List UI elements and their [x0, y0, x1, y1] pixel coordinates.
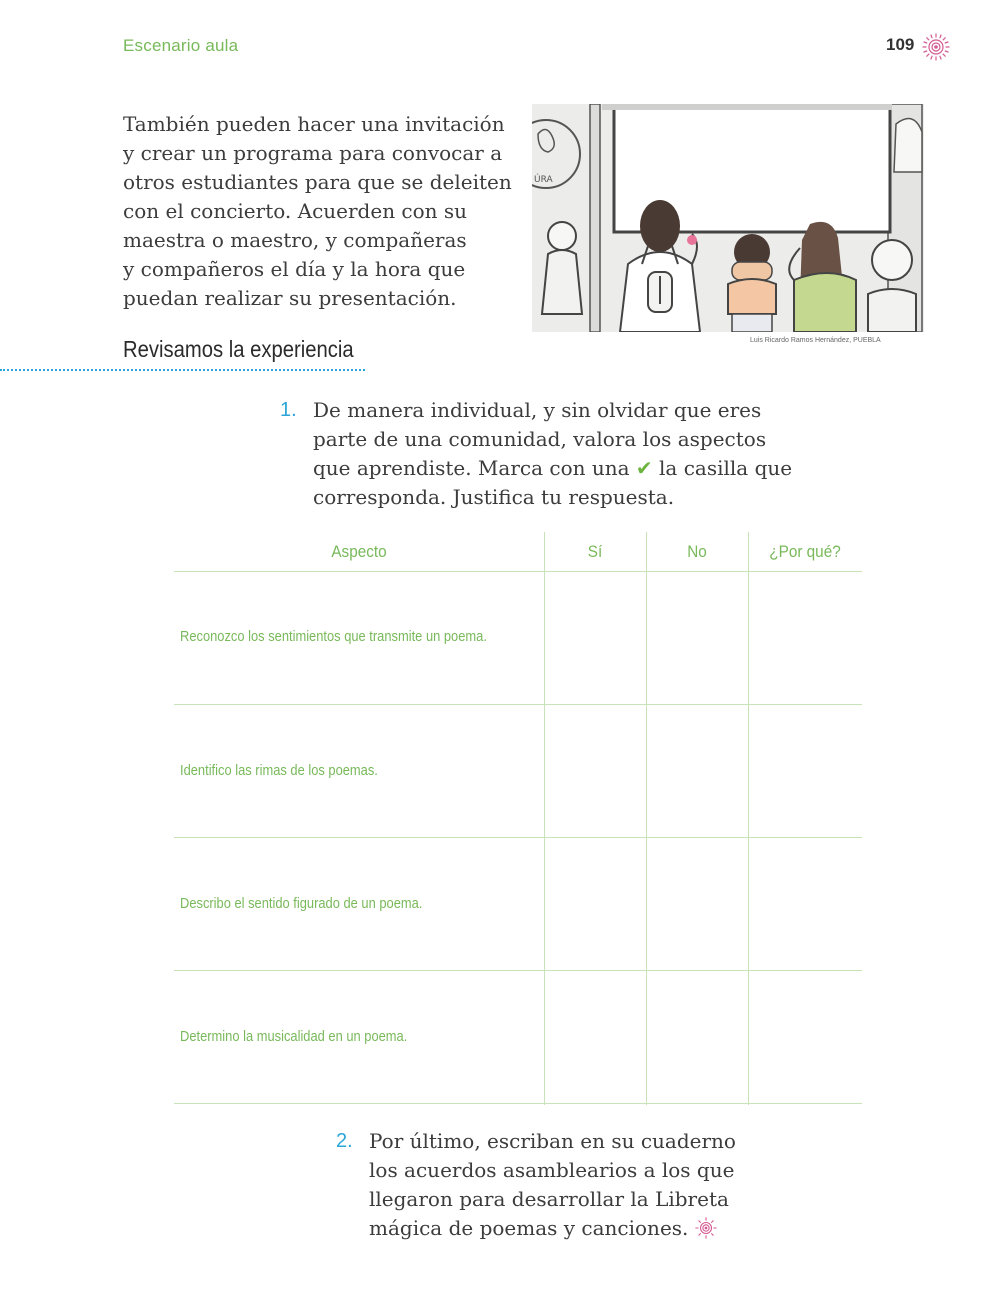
table-column-rule [646, 532, 647, 1105]
checkmark-icon: ✔ [635, 456, 653, 480]
table-rule [174, 837, 862, 838]
sun-ornament-icon [695, 1217, 717, 1239]
table-row-aspect: Reconozco los sentimientos que transmite un poema. [180, 628, 487, 645]
question-line: De manera individual, y sin olvidar que eres [313, 398, 762, 422]
column-header-aspecto: Aspecto [331, 542, 387, 561]
question-line: llegaron para desarrollar la Libreta [369, 1187, 729, 1211]
section-divider [0, 369, 365, 371]
section-title: Revisamos la experiencia [123, 336, 354, 362]
intro-line: puedan realizar su presentación. [123, 286, 457, 310]
question-number: 1. [280, 399, 297, 421]
question-line: la casilla que [659, 456, 793, 480]
question-line: que aprendiste. Marca con una [313, 456, 630, 480]
page-number: 109 [886, 35, 915, 54]
column-header-no: No [687, 542, 707, 561]
table-rule [174, 704, 862, 705]
table-column-rule [748, 532, 749, 1105]
question-line: Por último, escriban en su cuaderno [369, 1129, 736, 1153]
sign-text: ÚRA [534, 175, 553, 185]
table-row-aspect: Describo el sentido figurado de un poema. [180, 895, 423, 912]
question-number: 2. [336, 1130, 353, 1152]
question-line: mágica de poemas y canciones. [369, 1216, 689, 1240]
question-line: los acuerdos asamblearios a los que [369, 1158, 735, 1182]
table-rule [174, 970, 862, 971]
intro-line: con el concierto. Acuerden con su [123, 199, 468, 223]
students-at-board-illustration [532, 104, 924, 332]
sun-ornament-icon [922, 33, 950, 61]
table-row-aspect: Identifico las rimas de los poemas. [180, 762, 378, 779]
intro-line: otros estudiantes para que se deleiten [123, 170, 512, 194]
intro-line: También pueden hacer una invitación [123, 112, 505, 136]
section-header: Escenario aula [123, 36, 239, 55]
question-1 [280, 396, 810, 516]
question-text [369, 1127, 754, 1243]
table-column-rule [544, 532, 545, 1105]
illustration-credit: Luis Ricardo Ramos Hernández, PUEBLA [750, 337, 881, 344]
intro-line: y compañeros el día y la hora que [123, 257, 466, 281]
column-header-por-que: ¿Por qué? [769, 542, 841, 561]
table-rule [174, 1103, 862, 1104]
question-line: parte de una comunidad, valora los aspectos [313, 427, 767, 451]
table-rule [174, 571, 862, 572]
column-header-si: Sí [587, 542, 603, 561]
question-text [313, 396, 808, 512]
table-row-aspect: Determino la musicalidad en un poema. [180, 1028, 408, 1045]
question-2 [336, 1127, 756, 1247]
question-line: corresponda. Justifica tu respuesta. [313, 485, 675, 509]
intro-line: y crear un programa para convocar a [123, 141, 503, 165]
intro-line: maestra o maestro, y compañeras [123, 228, 467, 252]
intro-paragraph [123, 110, 523, 313]
self-assessment-table [174, 532, 862, 1105]
